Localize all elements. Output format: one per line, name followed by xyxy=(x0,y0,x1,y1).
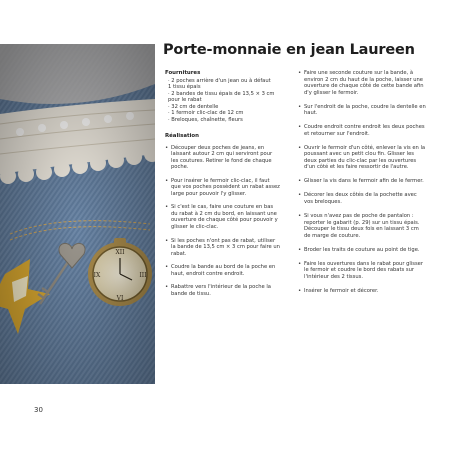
list-item: • Décorer les deux côtés de la pochette avec vos breloques. xyxy=(298,192,426,205)
list-item: • Si vous n'avez pas de poche de pantalon : reporter le gabarit (p. 29) sur un tissu épais. Découper le tissu deux fois en laissant 3 cm de marge de couture. xyxy=(298,213,426,239)
list-item: • Si les poches n'ont pas de rabat, utiliser la bande de 13,5 cm × 3 cm pour faire un rabat. xyxy=(165,238,280,258)
list-item: • Broder les traits de couture au point de tige. xyxy=(298,247,426,254)
denim-purse-photo xyxy=(0,44,155,384)
list-item: • Sur l'endroit de la poche, coudre la dentelle en haut. xyxy=(298,104,426,117)
realisation-heading: Réalisation xyxy=(165,133,199,139)
fournitures-list xyxy=(165,78,280,124)
left-column xyxy=(165,70,280,305)
list-item: 1 tissu épais xyxy=(168,84,201,90)
list-item: • Insérer le fermoir et décorer. xyxy=(298,288,426,295)
list-item: • Glisser la vis dans le fermoir afin de le fermer. xyxy=(298,178,426,185)
right-column xyxy=(298,70,426,302)
fournitures-heading: Fournitures xyxy=(165,70,201,76)
page-title: Porte-monnaie en jean Laureen xyxy=(163,42,415,58)
list-item: · 32 cm de dentelle xyxy=(168,103,219,110)
list-item: · 2 bandes de tissu épais de 13,5 × 3 cm xyxy=(168,90,275,97)
list-item: • Pour insérer le fermoir clic-clac, il faut que vos poches possèdent un rabat assez large pour pouvoir l'y glisser. xyxy=(165,178,280,198)
list-item: • Coudre endroit contre endroit les deux poches et retourner sur l'endroit. xyxy=(298,124,426,137)
list-item: • Si c'est le cas, faire une couture en bas du rabat à 2 cm du bord, en laissant une ouverture de chaque côté pour pouvoir y glisser le clic-clac. xyxy=(165,204,280,230)
list-item: pour le rabat xyxy=(168,97,202,103)
list-item: • Rabattre vers l'intérieur de la poche la bande de tissu. xyxy=(165,284,280,297)
list-item: • Découper deux poches de jeans, en laissant autour 2 cm qui serviront pour les coutures. Retirer le fond de chaque poche. xyxy=(165,145,280,171)
list-item: · 1 fermoir clic-clac de 12 cm xyxy=(168,110,244,116)
list-item: • Coudre la bande au bord de la poche en haut, endroit contre endroit. xyxy=(165,264,280,277)
list-item: • Faire les ouvertures dans le rabat pour glisser le fermoir et coudre le bord des rabats sur l'intérieur des 2 tissus. xyxy=(298,261,426,281)
list-item: · Breloques, chaînette, fleurs xyxy=(168,116,243,123)
list-item: • Faire une seconde couture sur la bande, à environ 2 cm du haut de la poche, laisser une ouverture de chaque côté de cette bande afin d'y glisser le fermoir. xyxy=(298,70,426,96)
list-item: • Ouvrir le fermoir d'un côté, enlever la vis en la poussant avec un petit clou fin. Glisser les deux parties du clic-clac par les ouvertures d'un côté et les faire ressortir de l'autre. xyxy=(298,145,426,171)
list-item: · 2 poches arrière d'un jean ou à défaut xyxy=(168,77,271,84)
page-number: 30 xyxy=(34,406,43,414)
